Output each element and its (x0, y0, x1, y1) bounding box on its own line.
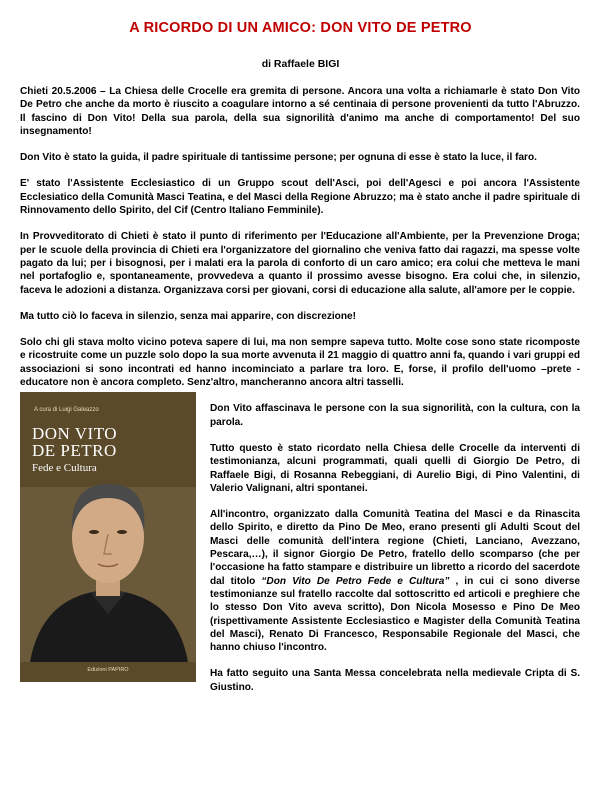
article-title: A RICORDO DI UN AMICO: DON VITO DE PETRO (129, 20, 472, 36)
book-title-line-2: DE PETRO (32, 441, 117, 461)
paragraph-8: Tutto questo è stato ricordato nella Chiesa delle Crocelle da interventi di testimonianza, alcuni programmati, quali quelli di Giorgio De Petro, di Raffaele Bigi, di Rosanna Rebeggiani, di Aurelio Bigi, di Pino Valentini, di Valerio Valignani, altri spontanei. (210, 442, 580, 494)
paragraph-2: Don Vito è stato la guida, il padre spirituale di tantissime persone; per ognuna di esse è stato la luce, il faro. (20, 152, 537, 164)
book-publisher: Edizioni PAPIRO (87, 667, 129, 674)
book-curator: A cura di Luigi Galeazzo (34, 407, 99, 414)
paragraph-3: E' stato l'Assistente Ecclesiastico di un Gruppo scout dell'Asci, poi dell'Agesci e poi ancora l'Assistente Ecclesiatico della Comunità Masci Teatina, e del Masci della Regione Abruzzo; ma è stato anche il padre spirituale di Rinnovamento dello Spirito, del Cif (Centro Italiano Femminile). (20, 178, 580, 217)
book-title-line-1: DON VITO (32, 424, 118, 444)
paragraph-9-part-a: All'incontro, organizzato dalla Comunità Teatina del Masci e da Rinascita dello Spirito, e diretto da Pino De Meo, erano presenti gli Adulti Scout del Masci delle comunità dell'intera regione (Chieti, Lanciano, Avezzano, Pescara,…), il signor Giorgio De Petro, fratello dello scomparso (che per l'occasione ha fatto stampare e distribuire un libretto a ricordo del sacerdote dal titolo (210, 509, 580, 587)
booklet-title: “Don Vito De Petro Fede e Cultura” (261, 575, 450, 587)
article-body (20, 85, 580, 707)
paragraph-9-part-b: , in cui ci sono diverse testimonianze sul fratello raccolte dal sottoscritto ed articoli e preghiere che lo stesso Don Vito aveva scritto), Don Nicola Mosesso e Pino De Meo (rispettivamente Assistente Ecclesiastico e Magister della Comunità Teatina del Masci), Renato Di Francesco, Responsabile Regionale del Masci, che hanno chiuso l'incontro. (210, 575, 580, 654)
paragraph-4: In Provveditorato di Chieti è stato il punto di riferimento per l'Educazione all'Ambiente, per la Prevenzione Droga; per le scuole della provincia di Chieti era l'organizzatore del giornalino che veniva fatto dai ragazzi, ma spesse volte pagato da lui; per i bisognosi, per i malati era la parola di conforto di un caro amico; era colui che metteva le mani nel portafoglio e, spontaneamente, provvedeva a quanto il prossimo avesse bisogno. Era colui che, in silenzio, faceva le adozioni a distanza. Organizzava corsi per giovani, corsi di educazione alla salute, all'amore per le coppie. (20, 231, 580, 296)
article-author: di Raffaele BIGI (261, 58, 340, 70)
paragraph-6-text: Solo chi gli stava molto vicino poteva sapere di lui, ma non sempre sapeva tutto. Molte cose sono state ricomposte e ricostruite come un puzzle solo dopo la sua morte avvenuta il 21 maggio di quattro anni fa, quando i vari gruppi ed associazioni si sono incontrati ed hanno incominciato a parlare tra loro. E, forse, il profilo dell'uomo –prete -educatore non è ancora completo. Senz'altro, mancheranno ancora altri tasselli. (20, 337, 580, 389)
paragraph-6 (20, 336, 580, 389)
paragraph-10: Ha fatto seguito una Santa Messa concelebrata nella medievale Cripta di S. Giustino. (210, 668, 580, 693)
book-title (32, 425, 117, 459)
paragraph-5: Ma tutto ciò lo faceva in silenzio, senza mai apparire, con discrezione! (20, 310, 356, 322)
paragraph-1: Chieti 20.5.2006 – La Chiesa delle Crocelle era gremita di persone. Ancora una volta a richiamarle è stato Don Vito De Petro che anche da morto è riuscito a coagulare intorno a sé centinaia di persone provenienti da tutto l'Abruzzo. Il fascino di Don Vito! Della sua parola, della sua signorilità d'animo ma anche di comportamento! Del suo insegnamento! (20, 86, 580, 137)
book-subtitle: Fede e Cultura (32, 462, 97, 475)
book-cover-image (20, 392, 196, 682)
paragraph-7: Don Vito affascinava le persone con la sua signorilità, con la cultura, con la parola. (210, 403, 580, 428)
